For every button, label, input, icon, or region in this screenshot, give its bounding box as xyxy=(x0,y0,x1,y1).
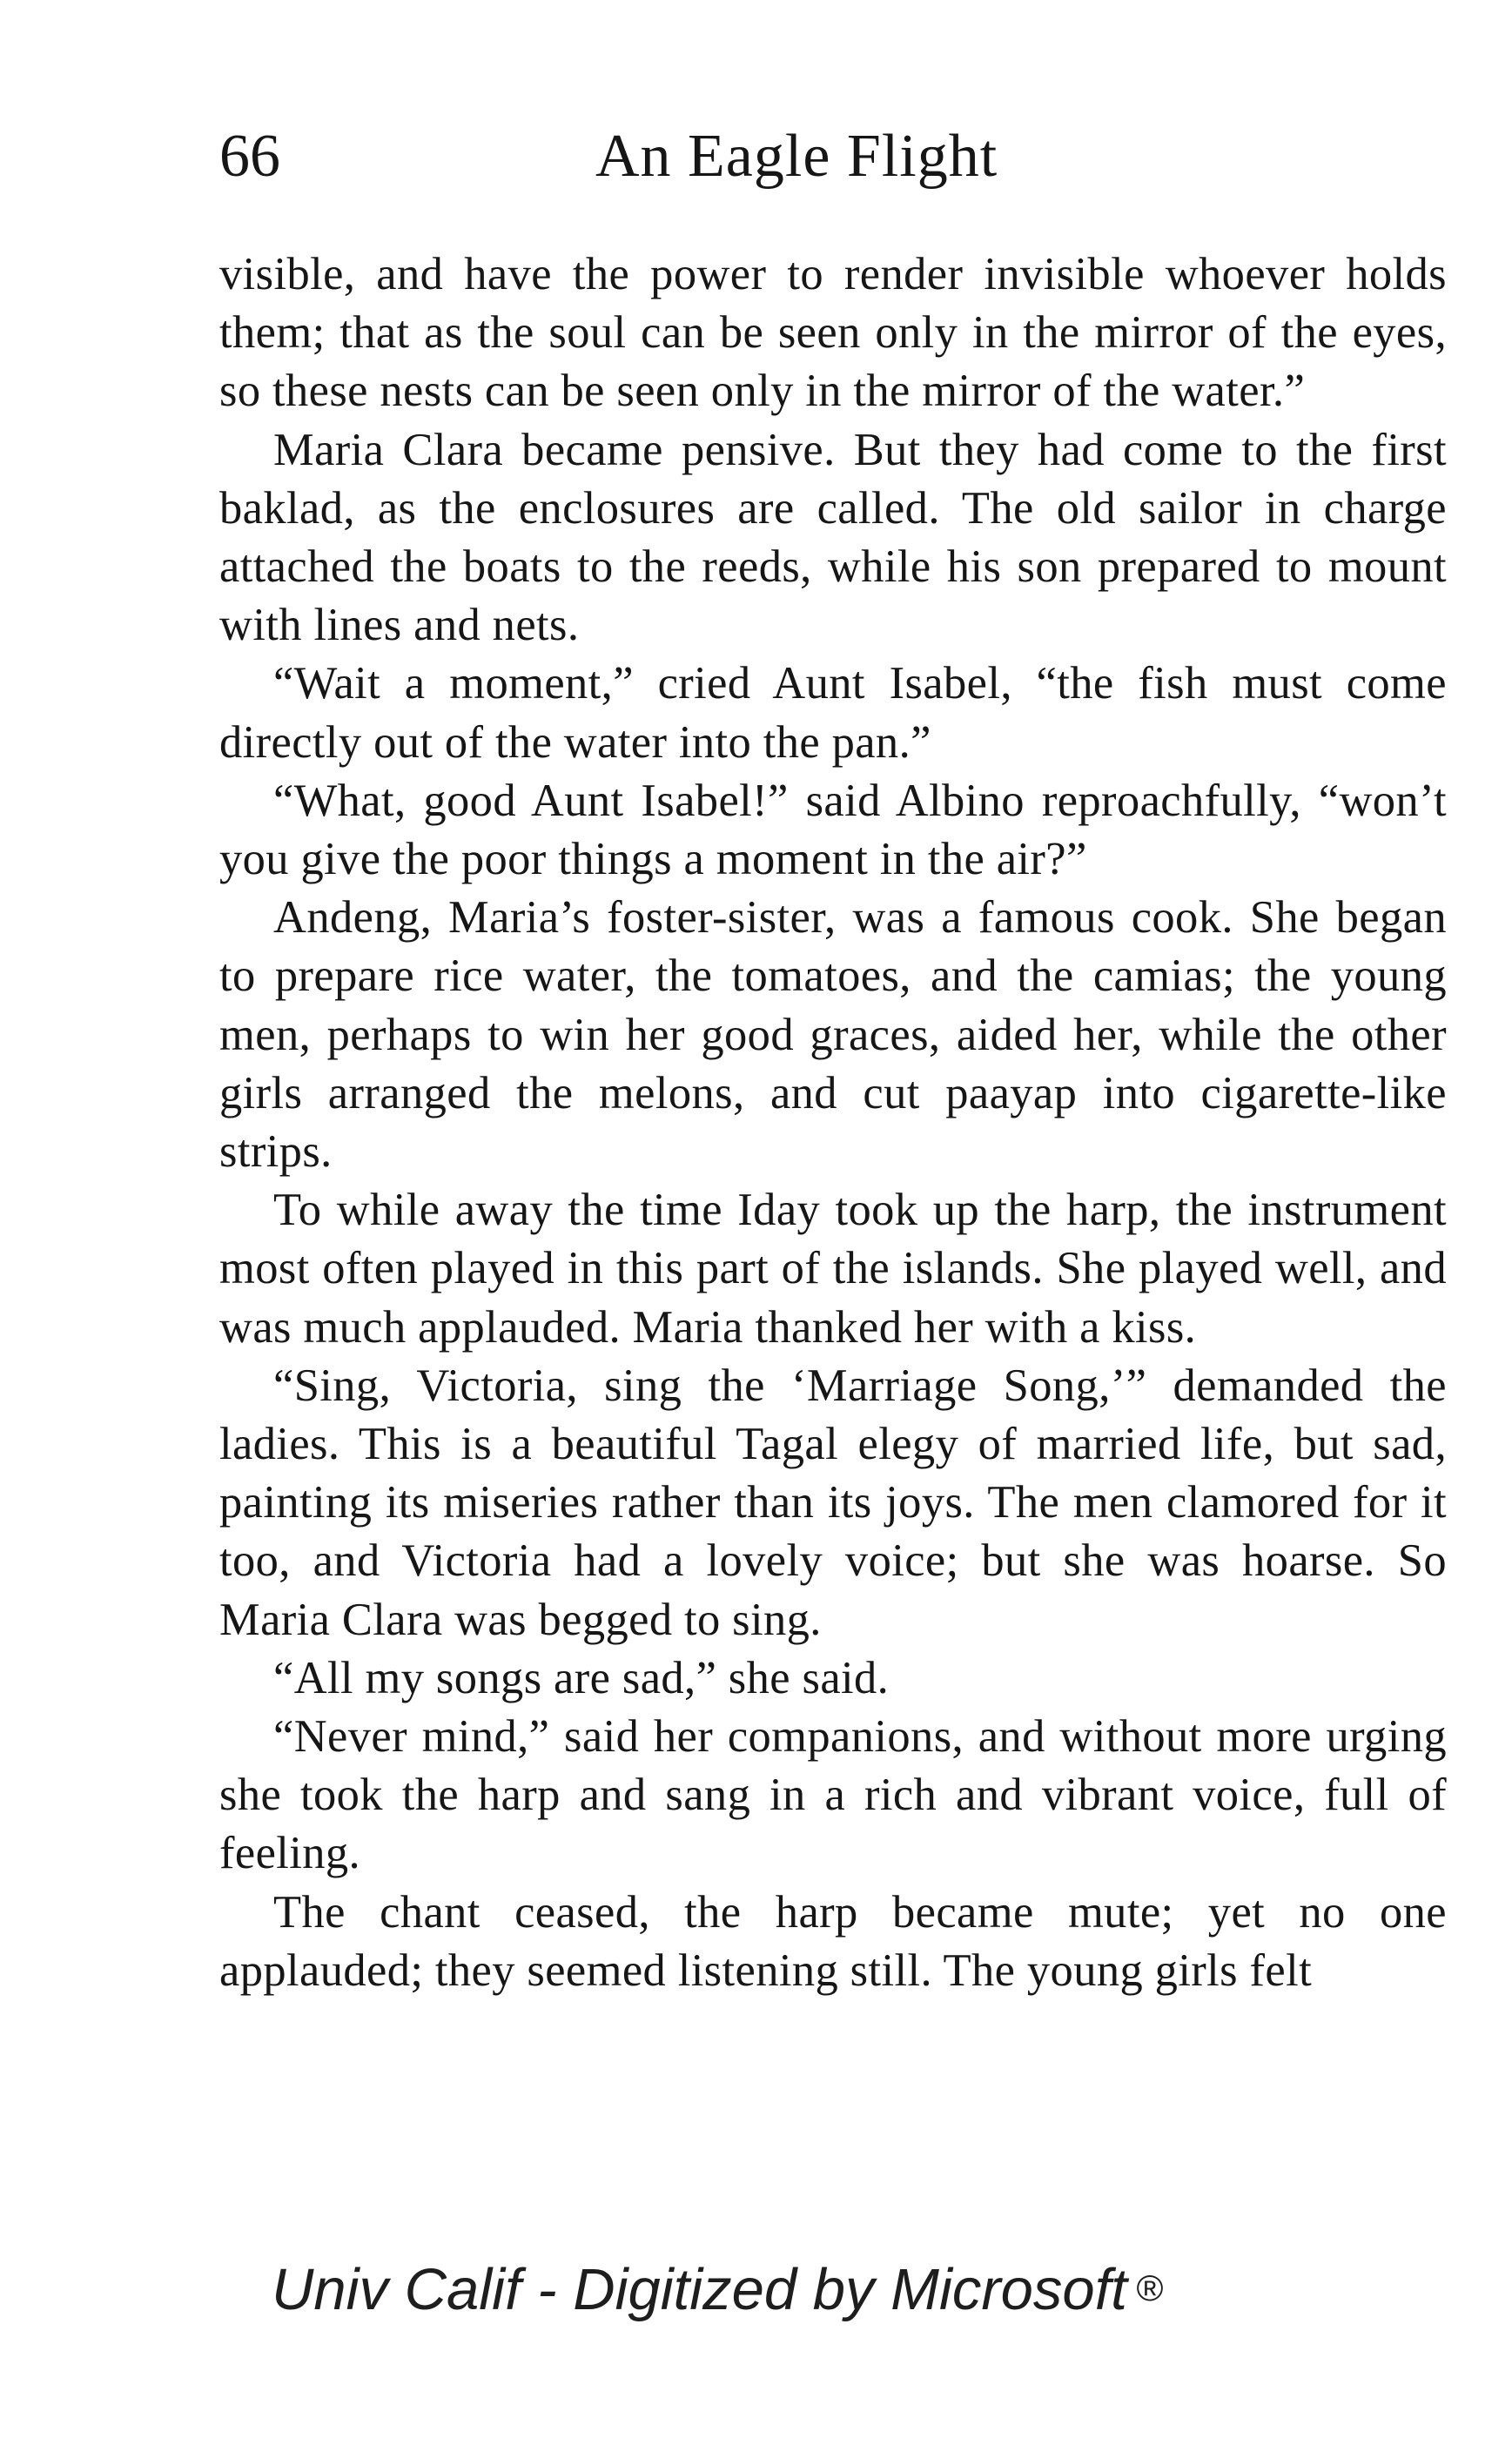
paragraph: “What, good Aunt Isabel!” said Albino reproachfully, “won’t you give the poor things a moment in the air?” xyxy=(219,775,1447,885)
digitization-watermark xyxy=(272,2256,1360,2323)
paragraph: “Never mind,” said her companions, and without more urging she took the harp and sang in a rich and vibrant voice, full of feeling. xyxy=(219,1711,1447,1879)
running-title: An Eagle Flight xyxy=(595,123,998,190)
paragraph: visible, and have the power to render invisible whoever holds them; that as the soul can be seen only in the mirror of the eyes, so these nests can be seen only in the mirror of the water.” xyxy=(219,249,1447,417)
body-text xyxy=(219,245,1447,2000)
watermark-text: Univ Calif - Digitized by Microsoft xyxy=(272,2257,1127,2322)
paragraph: The chant ceased, the harp became mute; yet no one applauded; they seemed listening still. The young girls felt xyxy=(219,1886,1447,1996)
paragraph: “All my songs are sad,” she said. xyxy=(273,1652,890,1703)
paragraph: “Sing, Victoria, sing the ‘Marriage Song,’” demanded the ladies. This is a beautiful Tagal elegy of married life, but sad, painting its miseries rather than its joys. The men clamored for it too, and Victoria had a lovely voice; but she was hoarse. So Maria Clara was begged to sing. xyxy=(219,1360,1447,1645)
page-header xyxy=(219,122,1447,200)
paragraph: Maria Clara became pensive. But they had come to the first baklad, as the enclosures are called. The old sailor in charge attached the boats to the reeds, while his son prepared to mount with lines and nets. xyxy=(219,424,1447,651)
paragraph: To while away the time Iday took up the harp, the instrument most often played in this part of the islands. She played well, and was much applauded. Maria thanked her with a kiss. xyxy=(219,1185,1447,1353)
registered-mark: ® xyxy=(1135,2267,1163,2308)
paragraph: Andeng, Maria’s foster-sister, was a famous cook. She began to prepare rice water, the tomatoes, and the camias; the young men, perhaps to win her good graces, aided her, while the other girls arranged the melons, and cut paayap into cigarette-like strips. xyxy=(219,892,1447,1178)
paragraph: “Wait a moment,” cried Aunt Isabel, “the fish must come directly out of the water into the pan.” xyxy=(219,658,1447,768)
page-number: 66 xyxy=(219,123,280,190)
